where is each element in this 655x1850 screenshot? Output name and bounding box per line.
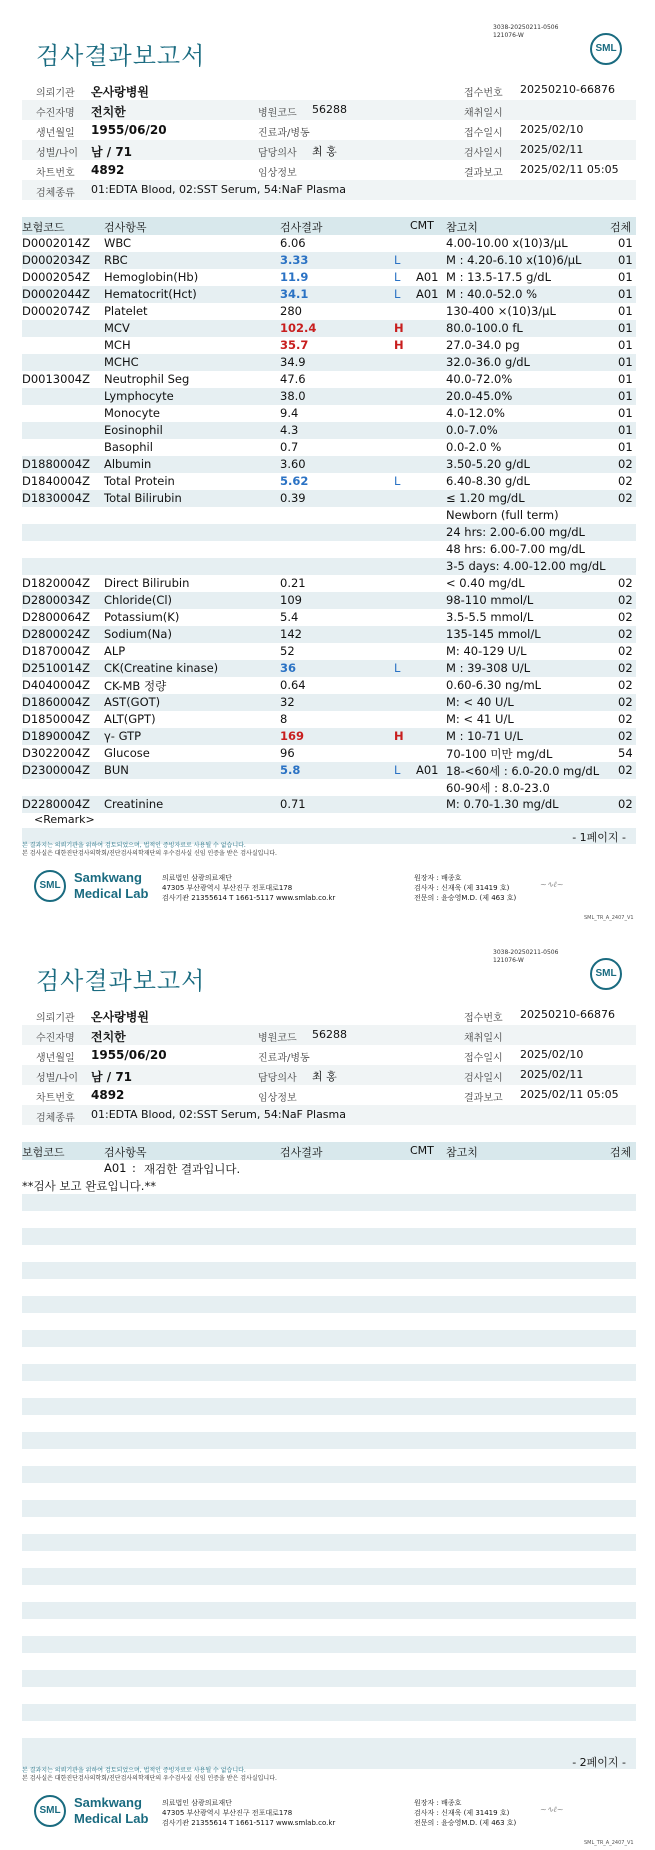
specimen-code: 01 xyxy=(618,338,633,352)
table-row xyxy=(22,371,636,388)
specimen-code: 54 xyxy=(618,746,633,760)
test-item: Creatinine xyxy=(104,797,164,811)
blank-row xyxy=(22,1432,636,1449)
test-item: CK(Creatine kinase) xyxy=(104,661,219,675)
test-result: 34.1 xyxy=(280,287,309,301)
test-result: 0.71 xyxy=(280,797,306,811)
blank-row xyxy=(22,1381,636,1398)
test-item: Albumin xyxy=(104,457,152,471)
report-title: 검사결과보고서 xyxy=(36,967,206,995)
specimen-code: 02 xyxy=(618,610,633,624)
test-item: ALP xyxy=(104,644,126,658)
signatories: 원장자 : 배종호 검사자 : 신재욱 (제 31419 호) 전문의 : 윤승영M.D. (제 463 호) xyxy=(414,1799,517,1827)
blank-row xyxy=(22,1245,636,1262)
test-result: 0.39 xyxy=(280,491,306,505)
insurance-code: D2800034Z xyxy=(22,593,90,607)
form-code: SML_TR_A_2407_V1 xyxy=(584,915,634,921)
result-flag: L xyxy=(394,661,401,675)
hospital-code: 56288 xyxy=(312,103,347,116)
test-item: Neutrophil Seg xyxy=(104,372,190,386)
reference-range: M: 40-129 U/L xyxy=(446,644,527,658)
specimen-code: 02 xyxy=(618,797,633,811)
reference-range: 3.5-5.5 mmol/L xyxy=(446,610,534,624)
test-result: 9.4 xyxy=(280,406,299,420)
reference-range: 0.0-7.0% xyxy=(446,423,498,437)
table-row xyxy=(22,490,636,507)
remark-label: <Remark> xyxy=(34,813,95,826)
blank-row xyxy=(22,1619,636,1636)
test-item: MCV xyxy=(104,321,130,335)
specimen-code: 01 xyxy=(618,253,633,267)
footer-logo: SML Samkwang Medical Lab xyxy=(34,866,154,906)
blank-row xyxy=(22,1500,636,1517)
sml-logo-mark: SML xyxy=(34,870,66,902)
form-code: SML_TR_A_2407_V1 xyxy=(584,1840,634,1846)
reference-range: 70-100 미만 mg/dL xyxy=(446,747,553,761)
blank-row xyxy=(22,1687,636,1704)
test-item: γ- GTP xyxy=(104,729,142,743)
reference-range: M : 4.20-6.10 x(10)6/μL xyxy=(446,253,582,267)
table-row xyxy=(22,626,636,643)
test-item: Glucose xyxy=(104,746,150,760)
reference-range: M: < 40 U/L xyxy=(446,695,514,709)
reference-range: 60-90세 : 8.0-23.0 xyxy=(446,781,550,795)
reference-range: 40.0-72.0% xyxy=(446,372,513,386)
signature-mark: ~∿ℓ~ xyxy=(540,880,564,889)
test-result: 5.62 xyxy=(280,474,309,488)
test-item: Basophil xyxy=(104,440,153,454)
comment-code: A01 xyxy=(416,287,439,301)
table-row xyxy=(22,609,636,626)
blank-row xyxy=(22,1585,636,1602)
test-result: 35.7 xyxy=(280,338,309,352)
comment-text: 재검한 결과입니다. xyxy=(144,1162,241,1176)
table-row xyxy=(22,575,636,592)
insurance-code: D0002014Z xyxy=(22,236,90,250)
insurance-code: D1880004Z xyxy=(22,457,90,471)
reference-range: 98-110 mmol/L xyxy=(446,593,534,607)
insurance-code: D1860004Z xyxy=(22,695,90,709)
chart-number: 4892 xyxy=(91,163,125,177)
test-result: 5.4 xyxy=(280,610,299,624)
specimen-types: 01:EDTA Blood, 02:SST Serum, 54:NaF Plasma xyxy=(91,183,346,196)
table-row xyxy=(22,592,636,609)
report-title: 검사결과보고서 xyxy=(36,42,206,70)
doctor: 최 홍 xyxy=(312,145,337,158)
result-flag: L xyxy=(394,270,401,284)
test-result: 34.9 xyxy=(280,355,306,369)
insurance-code: D0013004Z xyxy=(22,372,90,386)
result-flag: L xyxy=(394,763,401,777)
sex-age: 남 / 71 xyxy=(91,145,133,159)
sml-logo: SML xyxy=(590,958,622,990)
test-item: Monocyte xyxy=(104,406,160,420)
table-row xyxy=(22,354,636,371)
test-item: Sodium(Na) xyxy=(104,627,172,641)
insurance-code: D2510014Z xyxy=(22,661,90,675)
report-date: 2025/02/11 05:05 xyxy=(520,163,619,176)
test-result: 32 xyxy=(280,695,295,709)
test-result: 6.06 xyxy=(280,236,306,250)
test-result: 109 xyxy=(280,593,302,607)
insurance-code: D0002034Z xyxy=(22,253,90,267)
specimen-code: 01 xyxy=(618,304,633,318)
test-result: 3.33 xyxy=(280,253,309,267)
insurance-code: D3022004Z xyxy=(22,746,90,760)
blank-row xyxy=(22,1296,636,1313)
blank-row xyxy=(22,1347,636,1364)
table-row xyxy=(22,507,636,524)
specimen-code: 02 xyxy=(618,627,633,641)
test-item: Potassium(K) xyxy=(104,610,180,624)
table-row xyxy=(22,473,636,490)
test-item: Chloride(Cl) xyxy=(104,593,173,607)
test-item: WBC xyxy=(104,236,132,250)
signatories: 원장자 : 배종호 검사자 : 신재욱 (제 31419 호) 전문의 : 윤승영M.D. (제 463 호) xyxy=(414,874,517,902)
test-result: 47.6 xyxy=(280,372,306,386)
test-result: 8 xyxy=(280,712,288,726)
comment-code: A01 xyxy=(416,763,439,777)
specimen-code: 01 xyxy=(618,355,633,369)
insurance-code: D1840004Z xyxy=(22,474,90,488)
insurance-code: D0002054Z xyxy=(22,270,90,284)
reference-range: 4.0-12.0% xyxy=(446,406,505,420)
table-row xyxy=(22,252,636,269)
test-result: 4.3 xyxy=(280,423,299,437)
test-result: 96 xyxy=(280,746,295,760)
blank-row xyxy=(22,1211,636,1228)
test-item: CK-MB 정량 xyxy=(104,679,167,693)
reference-range: 0.0-2.0 % xyxy=(446,440,502,454)
reference-range: 80.0-100.0 fL xyxy=(446,321,523,335)
table-row xyxy=(22,388,636,405)
table-row xyxy=(22,456,636,473)
table-row xyxy=(22,558,636,575)
blank-row xyxy=(22,1228,636,1245)
insurance-code: D1830004Z xyxy=(22,491,90,505)
test-result: 280 xyxy=(280,304,302,318)
reference-range: 24 hrs: 2.00-6.00 mg/dL xyxy=(446,525,585,539)
table-row xyxy=(22,320,636,337)
report-page-1: 3038-20250211-0506 121076-W 검사결과보고서 SML 의뢰기관 온사랑병원 접수번호 20250210-66876 수진자명 전치한 병원코드 56288 채취일시 생년월일 1955/06/20 진료과/병동 접수일시 2025/02/10 성별/나이 남 / 71 담당의사 최 홍 검사일시 2025/02/11 차트번호 4892 임상정보 결과보고 2025/02/11 05:05 검체종류 01:EDTA Blood, 02:SST Serum, 54:NaF Plasma 보험코드 검사항목 검사결과 CMT 참고치 검체 D0002014Z WBC 6.06 4.00-10.00 x(10)3/μL 01 D0002034Z RBC 3.33 L M : 4.20-6.10 x(10)6/μL 01 D0002054Z Hemoglobin(Hb) 11.9 L A01 M : 13.5-17.5 g/dL 01 D0002044Z Hematocrit(Hct) 34.1 L A01 M : 40.0-52.0 % 01 D0002074Z Platelet 280 130-400 ×(10)3/μL 01 MCV 102.4 H 80.0-100.0 fL 01 MCH 35.7 H 27.0-34.0 pg 01 MCHC 34.9 32.0-36.0 g/dL 01 D0013004Z Neutrophil Seg 47.6 40.0-72.0% 01 Lymphocyte 38.0 20.0-45.0% 01 Monocyte 9.4 4.0-12.0% 01 Eosinophil 4.3 0.0-7.0% 01 Basophil 0.7 0.0-2.0 % 01 D1880004Z Albumin 3.60 3.50-5.20 g/dL 02 D1840004Z Total Protein 5.62 L 6.40-8.30 g/dL 02 D1830004Z Total Bilirubin 0.39 ≤ 1.20 mg/dL 02 Newborn (full term) 24 hrs: 2.00-6.00 mg/dL 48 hrs: 6.00-7.00 mg/dL 3-5 days: 4.00-12.00 mg/dL D1820004Z Direct Bilirubin 0.21 < 0.40 mg/dL 02 D2800034Z Chloride(Cl) 109 98-110 mmol/L 02 D2800064Z Potassium(K) 5.4 3.5-5.5 mmol/L 02 D2800024Z Sodium(Na) 142 135-145 mmol/L 02 D1870004Z ALP 52 M: 40-129 U/L 02 D2510014Z CK(Creatine kinase) 36 L M : 39-308 U/L 02 D4040004Z CK-MB 정량 0.64 0.60-6.30 ng/mL 02 D1860004Z AST(GOT) 32 M: < 40 U/L 02 D1850004Z ALT(GPT) 8 M: < 41 U/L 02 D1890004Z γ- GTP 169 H M : 10-71 U/L 02 D3022004Z Glucose 96 70-100 미만 mg/dL 54 D2300004Z BUN 5.8 L A01 18-<60세 : 6.0-20.0 mg/dL 02 60-90세 : 8.0-23.0 D2280004Z Creatinine 0.71 M: 0.70-1.30 mg/dL 02 <Remark> - 1페이지 - 본 결과지는 의뢰기관을 위하여 검토되었으며, 법적인 증빙자료로 사용될 수 없습니다. 본 검사실은 대한진단검사의학회/진단검사의학재단의 우수검사실 신임 인증을 받은 검사실입니다. SML Samkwang Medical Lab 의료법인 삼광의료재단 47305 부산광역시 부산진구 전포대로178 검사기관 21355614 T 1661-5117 www.smlab.co.kr 원장자 : 배종호 검사자 : 신재욱 (제 31419 호) 전문의 : 윤승영M.D. (제 463 호) ~∿ℓ~ SML_TR_A_2407_V1 xyxy=(0,0,655,925)
test-result: 38.0 xyxy=(280,389,306,403)
comment-row: A01 : 재검한 결과입니다. xyxy=(104,1161,241,1176)
insurance-code: D1850004Z xyxy=(22,712,90,726)
disclaimer: 본 결과지는 의뢰기관을 위하여 검토되었으며, 법적인 증빙자료로 사용될 수 없습니다. xyxy=(22,1767,246,1774)
result-flag: H xyxy=(394,729,404,743)
table-row xyxy=(22,439,636,456)
test-item: Hematocrit(Hct) xyxy=(104,287,197,301)
reference-range: M: < 41 U/L xyxy=(446,712,514,726)
reference-range: 27.0-34.0 pg xyxy=(446,338,520,352)
reference-range: M : 13.5-17.5 g/dL xyxy=(446,270,552,284)
test-result: 36 xyxy=(280,661,297,675)
blank-row xyxy=(22,1449,636,1466)
test-item: RBC xyxy=(104,253,128,267)
test-item: ALT(GPT) xyxy=(104,712,156,726)
blank-row xyxy=(22,1330,636,1347)
test-item: Total Bilirubin xyxy=(104,491,182,505)
test-item: Total Protein xyxy=(104,474,175,488)
table-row xyxy=(22,711,636,728)
specimen-code: 02 xyxy=(618,763,633,777)
document-code: 3038-20250211-0506 121076-W xyxy=(493,949,559,964)
signature-mark: ~∿ℓ~ xyxy=(540,1805,564,1814)
reference-range: M : 40.0-52.0 % xyxy=(446,287,538,301)
specimen-code: 02 xyxy=(618,661,633,675)
disclaimer: 본 결과지는 의뢰기관을 위하여 검토되었으며, 법적인 증빙자료로 사용될 수 없습니다. xyxy=(22,842,246,849)
table-row xyxy=(22,779,636,796)
table-row xyxy=(22,524,636,541)
blank-row xyxy=(22,1194,636,1211)
blank-row xyxy=(22,1415,636,1432)
table-row xyxy=(22,745,636,762)
reference-range: 6.40-8.30 g/dL xyxy=(446,474,530,488)
table-row xyxy=(22,541,636,558)
page-number: - 2페이지 - xyxy=(572,1756,626,1769)
specimen-code: 01 xyxy=(618,236,633,250)
test-date: 2025/02/11 xyxy=(520,143,584,156)
insurance-code: D2800064Z xyxy=(22,610,90,624)
blank-row xyxy=(22,1653,636,1670)
reference-range: 32.0-36.0 g/dL xyxy=(446,355,530,369)
blank-row xyxy=(22,1364,636,1381)
test-item: BUN xyxy=(104,763,129,777)
specimen-code: 02 xyxy=(618,678,633,692)
specimen-code: 01 xyxy=(618,270,633,284)
date-of-birth: 1955/06/20 xyxy=(91,123,167,137)
specimen-code: 01 xyxy=(618,287,633,301)
page-number: - 1페이지 - xyxy=(572,831,626,844)
insurance-code: D4040004Z xyxy=(22,678,90,692)
table-row xyxy=(22,422,636,439)
table-row xyxy=(22,677,636,694)
result-flag: L xyxy=(394,287,401,301)
reference-range: 135-145 mmol/L xyxy=(446,627,541,641)
blank-row xyxy=(22,1636,636,1653)
insurance-code: D1870004Z xyxy=(22,644,90,658)
specimen-code: 01 xyxy=(618,440,633,454)
reference-range: 48 hrs: 6.00-7.00 mg/dL xyxy=(446,542,585,556)
reference-range: 18-<60세 : 6.0-20.0 mg/dL xyxy=(446,764,600,778)
blank-row xyxy=(22,1568,636,1585)
report-complete-note: **검사 보고 완료입니다.** xyxy=(22,1179,156,1193)
blank-row xyxy=(22,1279,636,1296)
blank-row xyxy=(22,1517,636,1534)
specimen-code: 02 xyxy=(618,644,633,658)
test-item: MCH xyxy=(104,338,131,352)
insurance-code: D0002074Z xyxy=(22,304,90,318)
test-item: MCHC xyxy=(104,355,139,369)
lab-address: 의료법인 삼광의료재단 47305 부산광역시 부산진구 전포대로178 검사기관 21355614 T 1661-5117 www.smlab.co.kr xyxy=(162,874,336,902)
report-page-2: 3038-20250211-0506 121076-W 검사결과보고서 SML 의뢰기관 온사랑병원 접수번호 20250210-66876 수진자명 전치한 병원코드 56288 채취일시 생년월일 1955/06/20 진료과/병동 접수일시 2025/02/10 성별/나이 남 / 71 담당의사 최 홍 검사일시 2025/02/11 차트번호 4892 임상정보 결과보고 2025/02/11 05:05 검체종류 01:EDTA Blood, 02:SST Serum, 54:NaF Plasma 보험코드 검사항목 검사결과 CMT 참고치 검체 A01 : 재검한 결과입니다. **검사 보고 완료입니다.** - 2페이지 - 본 결과지는 의뢰기관을 위하여 검토되었으며, 법적인 증빙자료로 사용될 수 없습니다. 본 검사실은 대한진단검사의학회/진단검사의학재단의 우수검사실 신임 인증을 받은 검사실입니다. SML Samkwang Medical Lab 의료법인 삼광의료재단 47305 부산광역시 부산진구 전포대로178 검사기관 21355614 T 1661-5117 www.smlab.co.kr 원장자 : 배종호 검사자 : 신재욱 (제 31419 호) 전문의 : 윤승영M.D. (제 463 호) ~∿ℓ~ SML_TR_A_2407_V1 xyxy=(0,925,655,1850)
table-row xyxy=(22,405,636,422)
blank-row xyxy=(22,1602,636,1619)
institution: 온사랑병원 xyxy=(91,85,149,99)
test-result: 102.4 xyxy=(280,321,317,335)
table-row xyxy=(22,643,636,660)
insurance-code: D1820004Z xyxy=(22,576,90,590)
reference-range: M : 39-308 U/L xyxy=(446,661,531,675)
insurance-code: D2800024Z xyxy=(22,627,90,641)
blank-row xyxy=(22,1534,636,1551)
test-item: Platelet xyxy=(104,304,148,318)
reference-range: 20.0-45.0% xyxy=(446,389,513,403)
specimen-code: 01 xyxy=(618,372,633,386)
test-result: 0.21 xyxy=(280,576,306,590)
table-row xyxy=(22,269,636,286)
table-row xyxy=(22,660,636,677)
blank-row xyxy=(22,1398,636,1415)
footer-logo: SML Samkwang Medical Lab xyxy=(34,1791,154,1831)
specimen-code: 01 xyxy=(618,423,633,437)
specimen-code: 01 xyxy=(618,321,633,335)
receipt-date: 2025/02/10 xyxy=(520,123,584,136)
specimen-code: 02 xyxy=(618,695,633,709)
reference-range: 3.50-5.20 g/dL xyxy=(446,457,530,471)
lab-address: 의료법인 삼광의료재단 47305 부산광역시 부산진구 전포대로178 검사기관 21355614 T 1661-5117 www.smlab.co.kr xyxy=(162,1799,336,1827)
reference-range: < 0.40 mg/dL xyxy=(446,576,525,590)
reference-range: ≤ 1.20 mg/dL xyxy=(446,491,525,505)
insurance-code: D2280004Z xyxy=(22,797,90,811)
test-item: Lymphocyte xyxy=(104,389,174,403)
reference-range: M : 10-71 U/L xyxy=(446,729,523,743)
test-item: Direct Bilirubin xyxy=(104,576,190,590)
reference-range: 4.00-10.00 x(10)3/μL xyxy=(446,236,568,250)
specimen-code: 02 xyxy=(618,474,633,488)
table-row xyxy=(22,337,636,354)
blank-row xyxy=(22,1551,636,1568)
insurance-code: D1890004Z xyxy=(22,729,90,743)
table-row xyxy=(22,286,636,303)
result-flag: H xyxy=(394,338,404,352)
accreditation-note: 본 검사실은 대한진단검사의학회/진단검사의학재단의 우수검사실 신임 인증을 받은 검사실입니다. xyxy=(22,850,277,857)
test-result: 5.8 xyxy=(280,763,301,777)
test-result: 3.60 xyxy=(280,457,306,471)
insurance-code: D0002044Z xyxy=(22,287,90,301)
accreditation-note: 본 검사실은 대한진단검사의학회/진단검사의학재단의 우수검사실 신임 인증을 받은 검사실입니다. xyxy=(22,1775,277,1782)
specimen-code: 01 xyxy=(618,406,633,420)
comment-code: A01 xyxy=(416,270,439,284)
reference-range: 0.60-6.30 ng/mL xyxy=(446,678,542,692)
results-table-header: 보험코드 검사항목 검사결과 CMT 참고치 검체 xyxy=(22,217,636,235)
sml-logo-mark: SML xyxy=(34,1795,66,1827)
specimen-code: 02 xyxy=(618,576,633,590)
table-row xyxy=(22,694,636,711)
reference-range: 130-400 ×(10)3/μL xyxy=(446,304,556,318)
blank-row xyxy=(22,1313,636,1330)
blank-row xyxy=(22,1466,636,1483)
comment-code: A01 xyxy=(104,1161,127,1175)
report-complete-row xyxy=(22,1177,636,1194)
test-result: 0.64 xyxy=(280,678,306,692)
test-item: Eosinophil xyxy=(104,423,163,437)
blank-row xyxy=(22,1670,636,1687)
specimen-code: 02 xyxy=(618,712,633,726)
reference-range: 3-5 days: 4.00-12.00 mg/dL xyxy=(446,559,606,573)
blank-row xyxy=(22,1483,636,1500)
document-code: 3038-20250211-0506 121076-W xyxy=(493,24,559,39)
table-row xyxy=(22,728,636,745)
specimen-code: 02 xyxy=(618,457,633,471)
specimen-code: 01 xyxy=(618,389,633,403)
insurance-code: D2300004Z xyxy=(22,763,90,777)
sml-logo: SML xyxy=(590,33,622,65)
reference-range: M: 0.70-1.30 mg/dL xyxy=(446,797,559,811)
test-item: AST(GOT) xyxy=(104,695,161,709)
blank-row xyxy=(22,1262,636,1279)
test-result: 142 xyxy=(280,627,302,641)
specimen-code: 02 xyxy=(618,729,633,743)
specimen-code: 02 xyxy=(618,593,633,607)
test-result: 52 xyxy=(280,644,295,658)
reference-range: Newborn (full term) xyxy=(446,508,559,522)
result-flag: L xyxy=(394,474,401,488)
blank-row xyxy=(22,1704,636,1721)
table-row xyxy=(22,762,636,779)
table-row xyxy=(22,235,636,252)
result-flag: H xyxy=(394,321,404,335)
blank-row xyxy=(22,1721,636,1738)
test-result: 169 xyxy=(280,729,305,743)
patient-name: 전치한 xyxy=(91,105,126,119)
test-result: 0.7 xyxy=(280,440,299,454)
specimen-code: 02 xyxy=(618,491,633,505)
table-row xyxy=(22,303,636,320)
test-result: 11.9 xyxy=(280,270,309,284)
result-flag: L xyxy=(394,253,401,267)
receipt-number: 20250210-66876 xyxy=(520,83,615,96)
table-row xyxy=(22,796,636,813)
test-item: Hemoglobin(Hb) xyxy=(104,270,199,284)
results-table-header: 보험코드 검사항목 검사결과 CMT 참고치 검체 xyxy=(22,1142,636,1160)
